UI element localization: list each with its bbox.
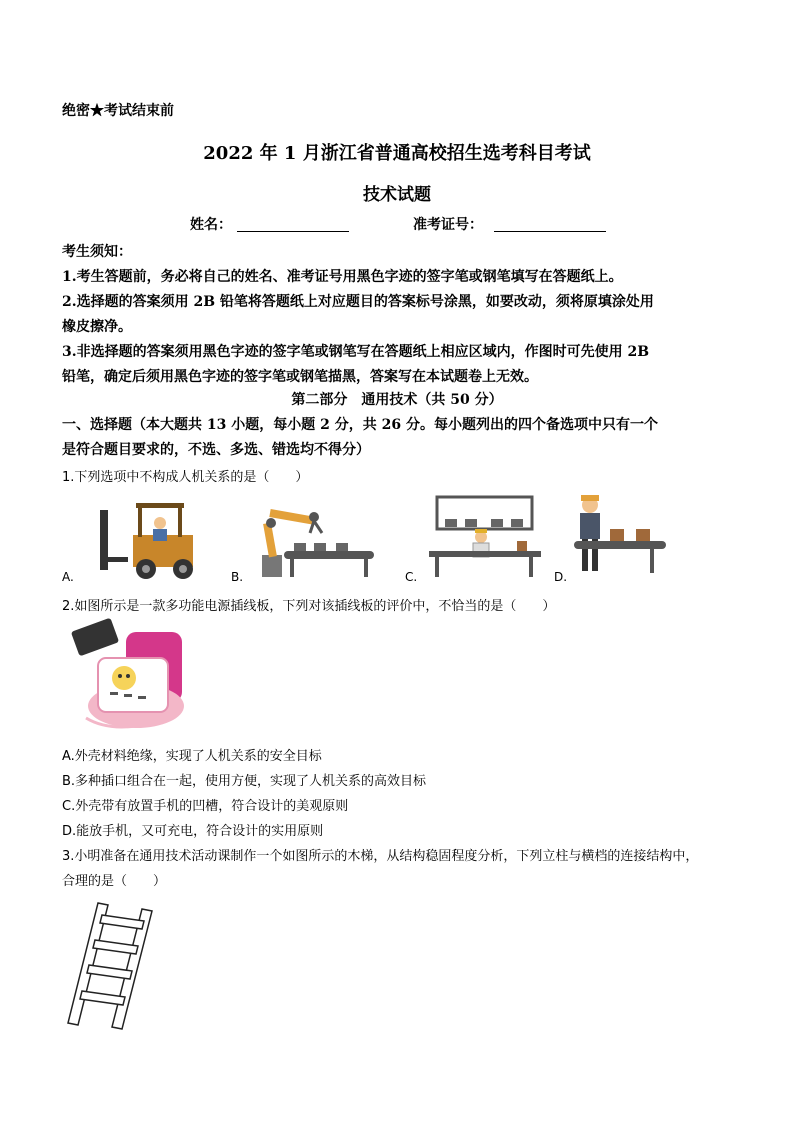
q1-option-b-label: B.: [231, 570, 244, 584]
q2-option-b: B.多种插口组合在一起，使用方便，实现了人机关系的高效目标: [62, 774, 427, 789]
exam-id-blank[interactable]: [494, 231, 606, 232]
question-3-stem-a: 3.小明准备在通用技术活动课制作一个如图所示的木梯，从结构稳固程度分析，下列立柱与横档的连接结构中，: [62, 849, 699, 864]
notice-line-2b: 橡皮擦净。: [62, 319, 132, 335]
q1-option-d-label: D.: [554, 570, 568, 584]
exam-subtitle: 技术试题: [363, 185, 431, 205]
q1-option-c-label: C.: [405, 570, 418, 584]
forklift-image: [98, 495, 208, 580]
notice-line-2a: 2.选择题的答案须用 2B 铅笔将答题纸上对应题目的答案标号涂黑，如要改动，须将原填涂处用: [62, 294, 654, 310]
q2-option-a: A.外壳材料绝缘，实现了人机关系的安全目标: [62, 749, 322, 764]
worker-boxes-conveyor-image: [570, 493, 670, 578]
confidential-label: 绝密★考试结束前: [62, 103, 174, 119]
name-label: 姓名：: [190, 217, 232, 233]
q1-option-a-label: A.: [62, 570, 74, 584]
notice-line-3b: 铅笔，确定后须用黑色字迹的签字笔或钢笔描黑，答案写在本试题卷上无效。: [62, 369, 538, 385]
notice-heading: 考生须知：: [62, 244, 132, 260]
section-instructions-b: 是符合题目要求的，不选、多选、错选均不得分）: [62, 442, 370, 458]
exam-title: 2022 年 1 月浙江省普通高校招生选考科目考试: [203, 143, 591, 164]
notice-line-1: 1.考生答题前，务必将自己的姓名、准考证号用黑色字迹的签字笔或钢笔填写在答题纸上。: [62, 269, 623, 285]
name-blank[interactable]: [237, 231, 349, 232]
worker-production-line-image: [425, 495, 545, 580]
power-strip-image: [66, 618, 190, 736]
question-2-stem: 2.如图所示是一款多功能电源插线板，下列对该插线板的评价中，不恰当的是（ ）: [62, 599, 556, 614]
part-title: 第二部分 通用技术（共 50 分）: [291, 392, 503, 408]
exam-id-label: 准考证号：: [413, 217, 483, 233]
robot-arm-conveyor-image: [254, 495, 379, 580]
section-instructions-a: 一、选择题（本大题共 13 小题，每小题 2 分，共 26 分。每小题列出的四个备选项中只有一个: [62, 417, 658, 433]
wooden-ladder-image: [62, 895, 162, 1030]
q2-option-c: C.外壳带有放置手机的凹槽，符合设计的美观原则: [62, 799, 349, 814]
question-3-stem-b: 合理的是（ ）: [62, 874, 167, 889]
notice-line-3a: 3.非选择题的答案须用黑色字迹的签字笔或钢笔写在答题纸上相应区域内，作图时可先使用 2B: [62, 344, 650, 360]
q2-option-d: D.能放手机，又可充电，符合设计的实用原则: [62, 824, 324, 839]
question-1-stem: 1.下列选项中不构成人机关系的是（ ）: [62, 470, 309, 485]
